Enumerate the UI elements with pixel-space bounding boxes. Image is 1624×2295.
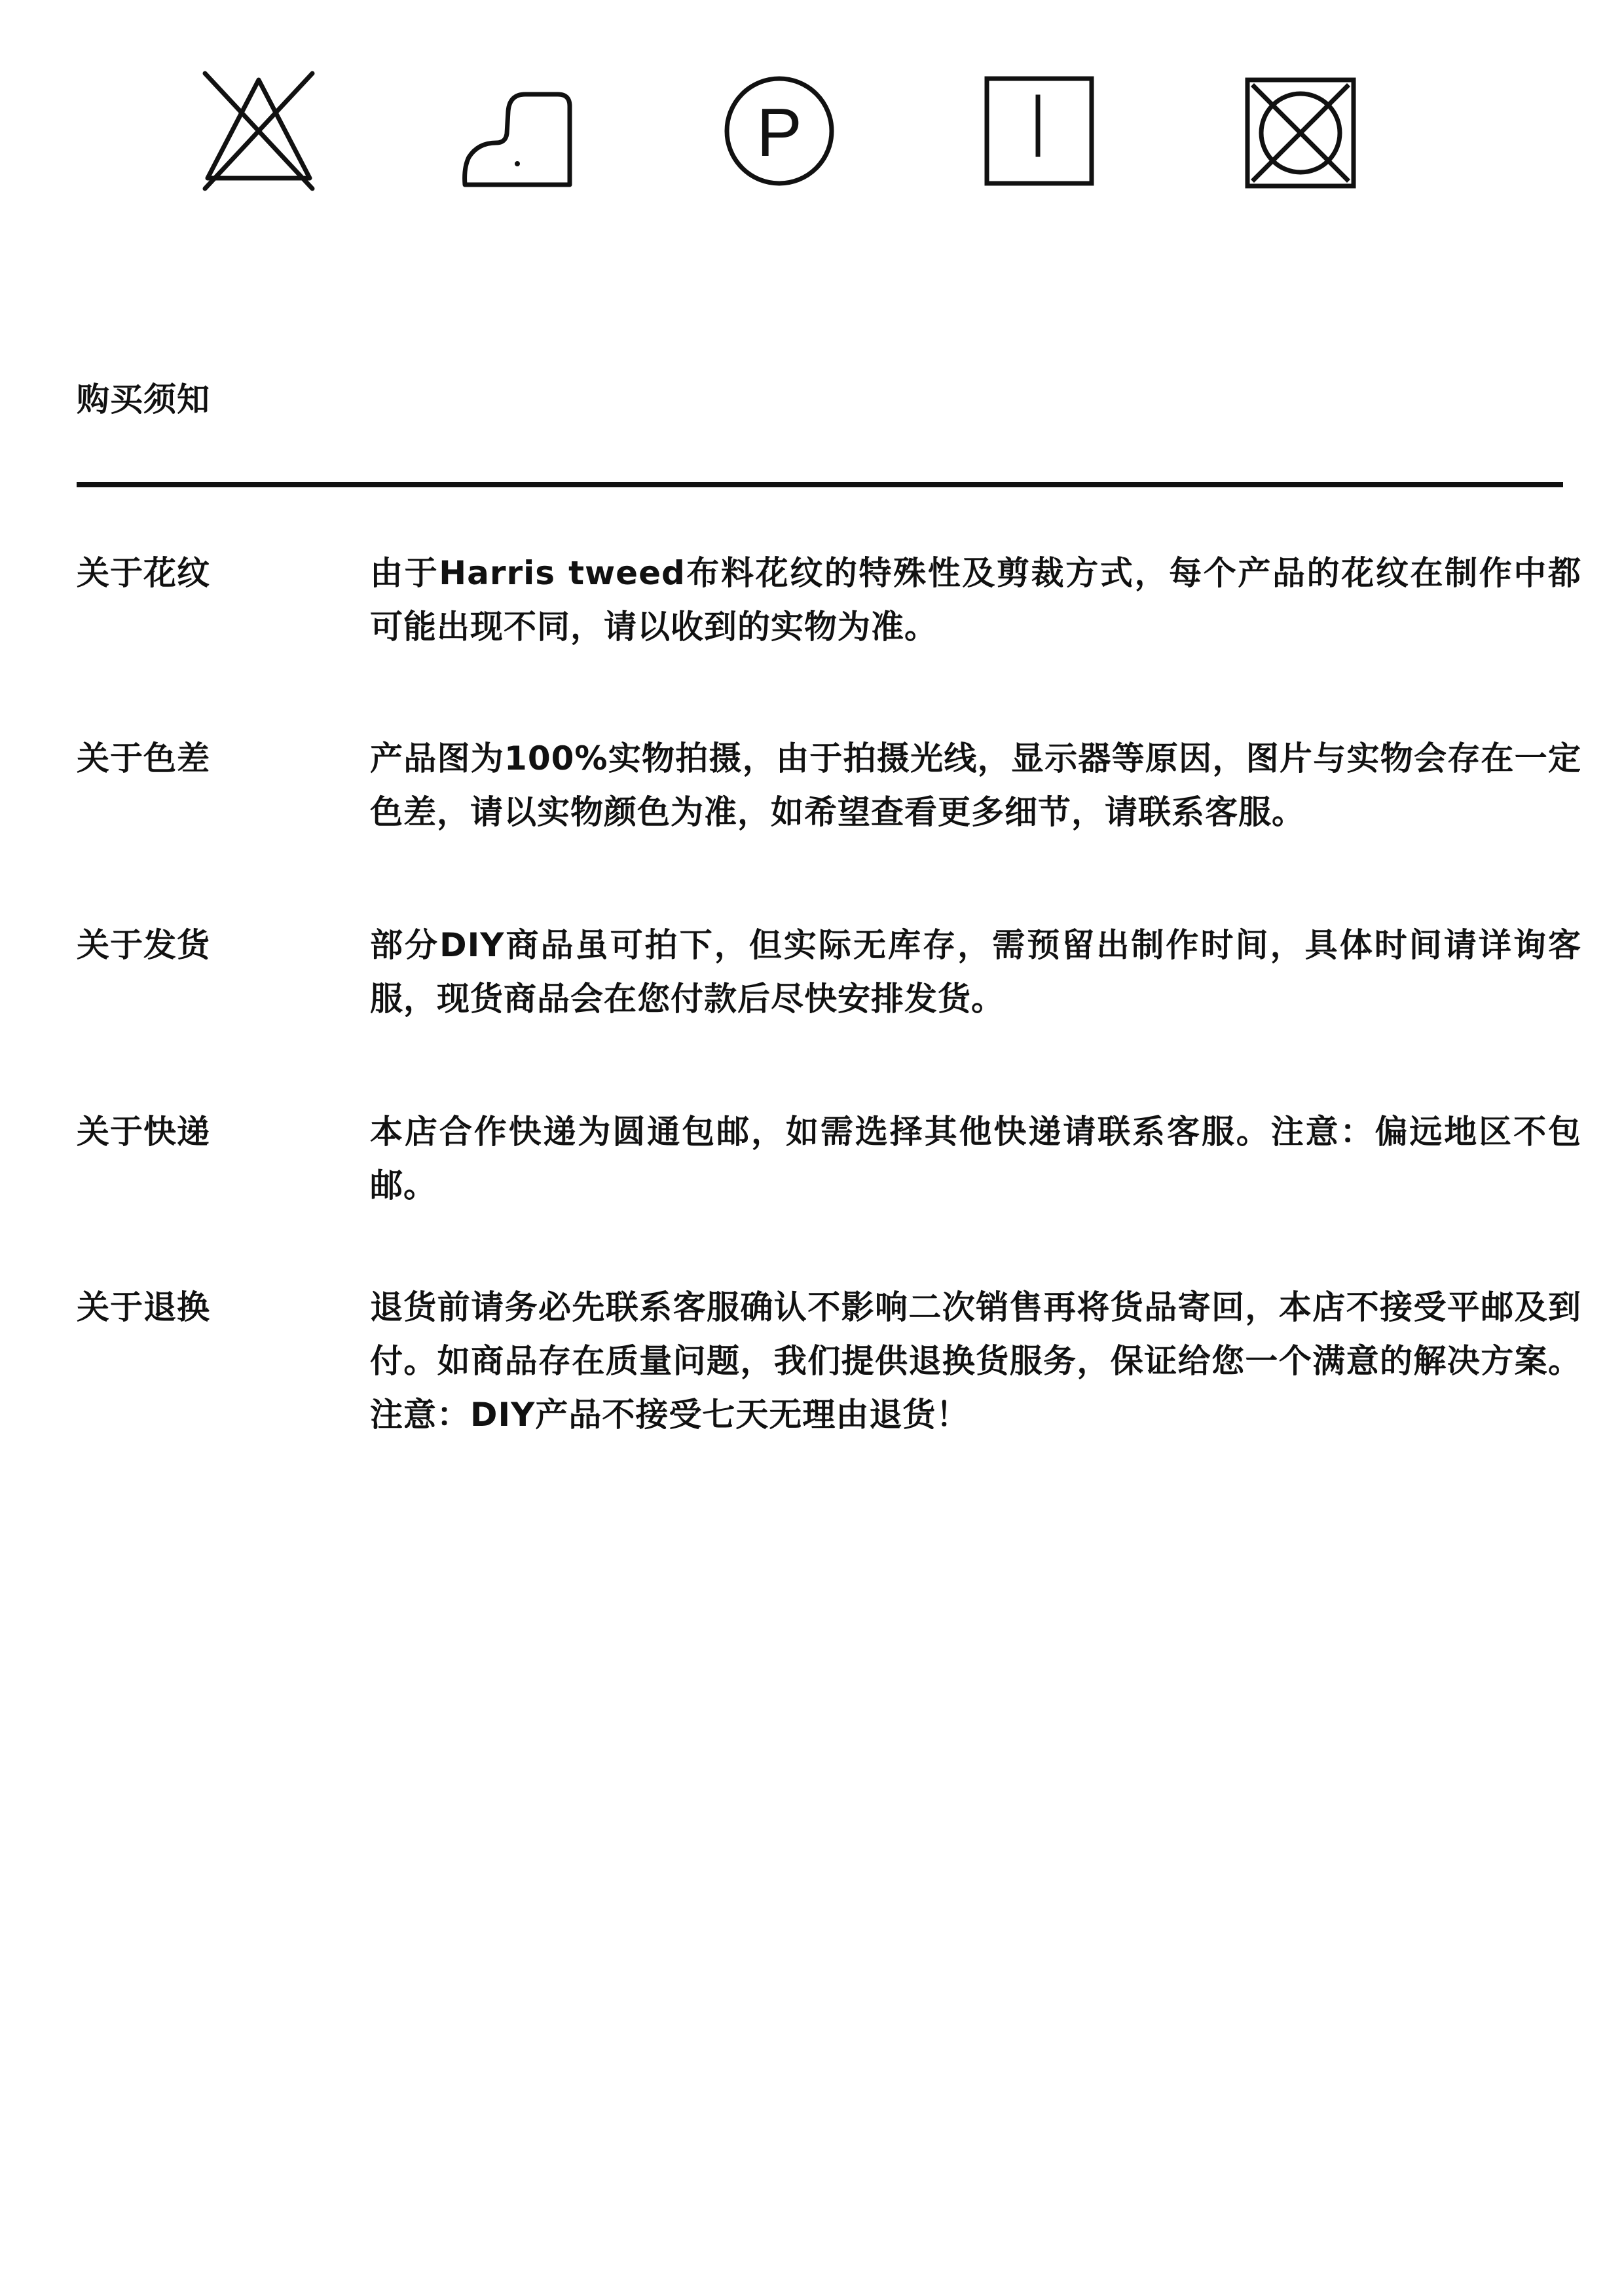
iron-low-heat-icon: [452, 65, 583, 196]
do-not-bleach-icon: [193, 65, 324, 196]
notice-label-pattern: 关于花纹: [77, 554, 210, 592]
line-dry-icon: [972, 65, 1103, 196]
notice-label-returns: 关于退换: [77, 1288, 210, 1326]
do-not-tumble-dry-icon: [1234, 65, 1365, 196]
notice-text-pattern: 由于Harris tweed布料花纹的特殊性及剪裁方式，每个产品的花纹在制作中都可能出现不同，请以收到的实物为准。: [370, 554, 1581, 646]
notice-label-courier: 关于快递: [77, 1113, 210, 1151]
notice-text-color-difference: 产品图为100%实物拍摄，由于拍摄光线，显示器等原因，图片与实物会存在一定色差，请以实物颜色为准，如希望查看更多细节，请联系客服。: [370, 739, 1581, 831]
dry-clean-p-icon: [714, 65, 845, 196]
notice-text-courier: 本店合作快递为圆通包邮，如需选择其他快递请联系客服。注意：偏远地区不包邮。: [370, 1113, 1581, 1204]
notice-label-shipping: 关于发货: [77, 926, 210, 964]
dry-clean-p-glyph: P: [756, 95, 802, 171]
care-icons-row: [0, 0, 1624, 249]
notice-text-returns: 退货前请务必先联系客服确认不影响二次销售再将货品寄回，本店不接受平邮及到付。如商品存在质量问题，我们提供退换货服务，保证给您一个满意的解决方案。注意：DIY产品不接受七天无理由退货！: [370, 1288, 1581, 1434]
heading-divider: [77, 482, 1563, 487]
notice-heading: 购买须知: [77, 381, 210, 419]
notice-label-color-difference: 关于色差: [77, 739, 210, 777]
notice-text-shipping: 部分DIY商品虽可拍下，但实际无库存，需预留出制作时间，具体时间请详询客服，现货商品会在您付款后尽快安排发货。: [370, 926, 1581, 1018]
